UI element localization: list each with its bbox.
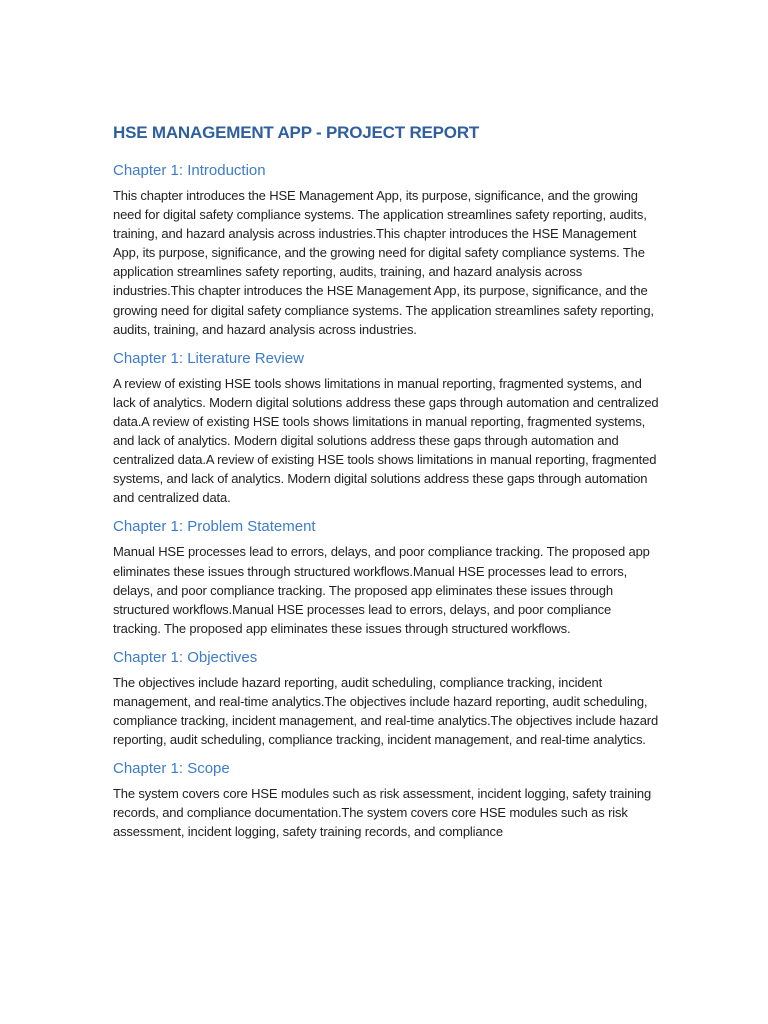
- section-objectives: [113, 648, 661, 749]
- section-body: A review of existing HSE tools shows limitations in manual reporting, fragmented systems, and lack of analytics. Modern digital solutions address these gaps through automation and centralized data.A review of existing HSE tools shows limitations in manual reporting, fragmented systems, and lack of analytics. Modern digital solutions address these gaps through automation and centralized data.A review of existing HSE tools shows limitations in manual reporting, fragmented systems, and lack of analytics. Modern digital solutions address these gaps through automation and centralized data.: [113, 375, 659, 506]
- section-body: The system covers core HSE modules such as risk assessment, incident logging, safety training records, and compliance documentation.The system covers core HSE modules such as risk assessment, incident logging, safety training records, and compliance: [113, 786, 652, 840]
- section-scope: [113, 759, 661, 841]
- section-heading: Chapter 1: Literature Review: [113, 349, 304, 367]
- report-page: [113, 122, 661, 852]
- section-body: This chapter introduces the HSE Management App, its purpose, significance, and the growing need for digital safety compliance systems. The application streamlines safety reporting, audits, training, and hazard analysis across industries.This chapter introduces the HSE Management App, its purpose, significance, and the growing need for digital safety compliance systems. The application streamlines safety reporting, audits, training, and hazard analysis across industries.This chapter introduces the HSE Management App, its purpose, significance, and the growing need for digital safety compliance systems. The application streamlines safety reporting, audits, training, and hazard analysis across industries.: [113, 188, 654, 337]
- section-literature-review: [113, 349, 661, 508]
- section-heading: Chapter 1: Introduction: [113, 162, 266, 179]
- document-title: HSE MANAGEMENT APP - PROJECT REPORT: [113, 123, 480, 142]
- section-body: The objectives include hazard reporting, audit scheduling, compliance tracking, incident management, and real-time analytics.The objectives include hazard reporting, audit scheduling, compliance tracking, incident management, and real-time analytics.The objectives include hazard reporting, audit scheduling, compliance tracking, incident management, and real-time analytics.: [113, 674, 659, 748]
- section-problem-statement: [113, 517, 661, 637]
- section-heading: Chapter 1: Objectives: [113, 648, 258, 666]
- section-heading: Chapter 1: Problem Statement: [113, 518, 316, 536]
- section-body: Manual HSE processes lead to errors, delays, and poor compliance tracking. The proposed app eliminates these issues through structured workflows.Manual HSE processes lead to errors, delays, and poor compliance tracking. The proposed app eliminates these issues through structured workflows.Manual HSE processes lead to errors, delays, and poor compliance tracking. The proposed app eliminates these issues through structured workflows.: [113, 544, 650, 636]
- section-heading: Chapter 1: Scope: [113, 760, 230, 778]
- section-introduction: [113, 161, 661, 339]
